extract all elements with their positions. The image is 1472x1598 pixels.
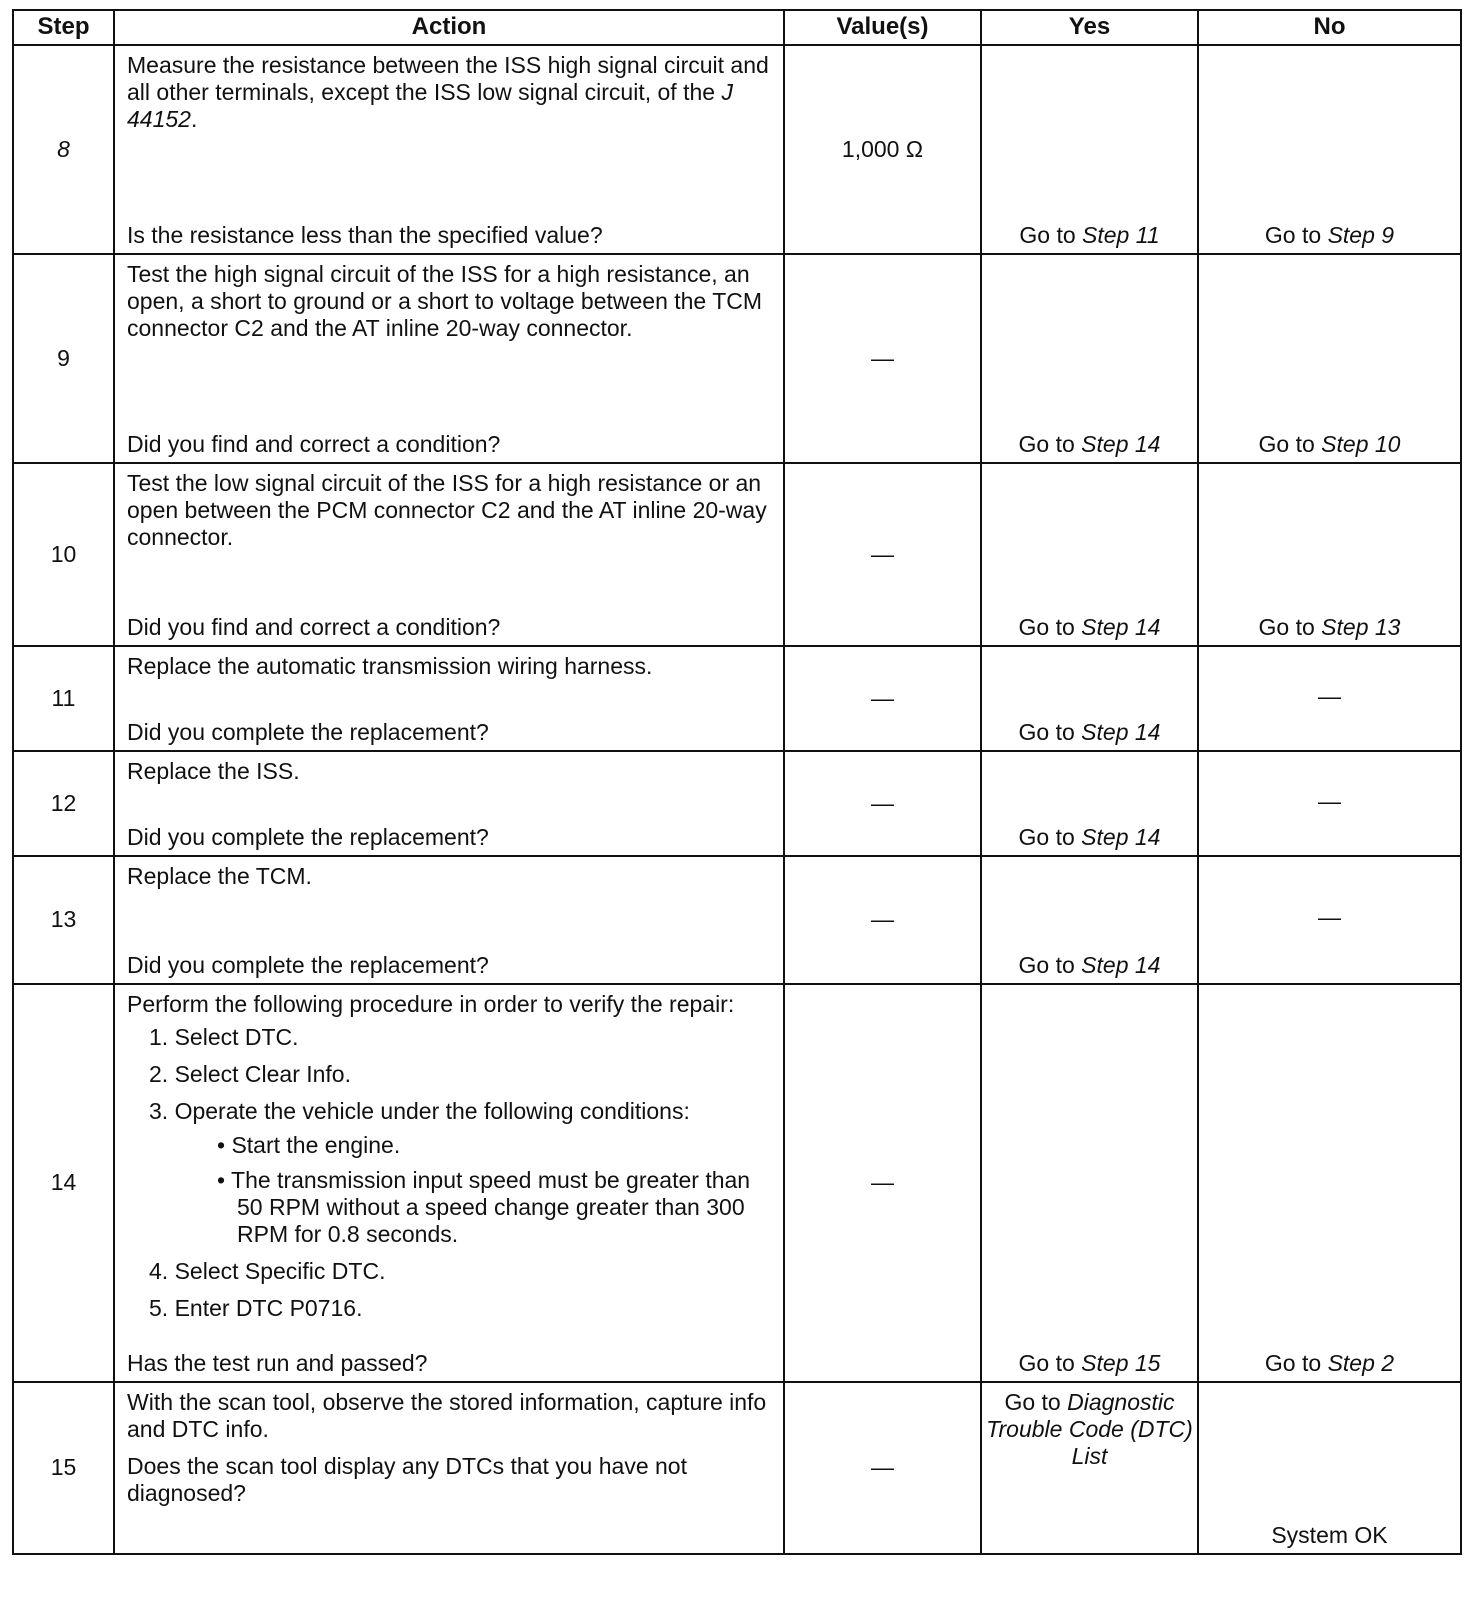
step-number: 11: [13, 646, 114, 751]
no-step-link[interactable]: Step 2: [1327, 1349, 1395, 1376]
no-cell: [1198, 45, 1461, 254]
action-cell: [114, 1382, 784, 1554]
value-cell: —: [784, 1382, 981, 1554]
step-number: 10: [13, 463, 114, 646]
condition-list: [149, 1132, 773, 1249]
no-prefix: Go to: [1264, 221, 1328, 248]
value-cell: —: [784, 646, 981, 751]
list-item: [149, 1098, 773, 1248]
action-text: With the scan tool, observe the stored information, capture info and DTC info.: [127, 1389, 767, 1443]
action-question: Did you complete the replacement?: [127, 718, 489, 745]
action-text: Replace the ISS.: [127, 758, 300, 784]
yes-prefix: Go to: [1019, 221, 1083, 248]
header-step: Step: [13, 10, 114, 45]
yes-dtc-list-link[interactable]: Diagnostic Trouble Code (DTC) List: [986, 1389, 1193, 1470]
yes-step-link[interactable]: Step 14: [1081, 613, 1161, 640]
no-cell: —: [1198, 751, 1461, 856]
step-number: 15: [13, 1382, 114, 1554]
action-cell: [114, 45, 784, 254]
value-cell: —: [784, 984, 981, 1382]
no-cell: [1198, 463, 1461, 646]
yes-cell: [981, 856, 1198, 984]
header-values: Value(s): [784, 10, 981, 45]
header-row: [13, 10, 1461, 45]
action-cell: [114, 254, 784, 463]
no-prefix: Go to: [1258, 613, 1322, 640]
no-cell: —: [1198, 646, 1461, 751]
yes-cell: [981, 45, 1198, 254]
yes-prefix: Go to: [1004, 1389, 1068, 1415]
table-row: [13, 984, 1461, 1382]
diagnostic-table: [12, 9, 1462, 1555]
tool-reference: J 44152: [127, 79, 733, 133]
action-text: Measure the resistance between the ISS high signal circuit and all other terminals, except the ISS low signal circuit, of the: [127, 52, 769, 106]
yes-step-link[interactable]: Step 14: [1081, 951, 1161, 978]
step-number: 8: [13, 45, 114, 254]
list-item: 1. Select DTC.: [149, 1024, 299, 1051]
yes-prefix: Go to: [1018, 1349, 1082, 1376]
action-question: Has the test run and passed?: [127, 1349, 428, 1376]
action-text: Test the high signal circuit of the ISS for a high resistance, an open, a short to ground or a short to voltage between the TCM connector C2 and the AT inline 20-way connector.: [127, 261, 763, 342]
no-prefix: Go to: [1264, 1349, 1328, 1376]
header-action: Action: [114, 10, 784, 45]
action-question: Does the scan tool display any DTCs that you have not diagnosed?: [127, 1453, 687, 1507]
table-row: [13, 751, 1461, 856]
no-prefix: Go to: [1258, 430, 1322, 457]
value-cell: —: [784, 463, 981, 646]
action-cell: [114, 984, 784, 1382]
no-step-link[interactable]: Step 13: [1321, 613, 1401, 640]
no-cell: [1198, 984, 1461, 1382]
yes-cell: [981, 254, 1198, 463]
table-row: [13, 45, 1461, 254]
action-text: Test the low signal circuit of the ISS for a high resistance or an open between the PCM connector C2 and the AT inline 20-way connector.: [127, 470, 767, 551]
header-no: No: [1198, 10, 1461, 45]
yes-step-link[interactable]: Step 14: [1081, 823, 1161, 850]
procedure-list: [127, 1024, 773, 1322]
list-item: 4. Select Specific DTC.: [149, 1258, 386, 1284]
value-cell: —: [784, 751, 981, 856]
no-cell: —: [1198, 856, 1461, 984]
yes-step-link[interactable]: Step 14: [1081, 430, 1161, 457]
action-cell: [114, 646, 784, 751]
action-question: Did you find and correct a condition?: [127, 430, 501, 457]
yes-prefix: Go to: [1018, 430, 1082, 457]
yes-cell: [981, 646, 1198, 751]
table-row: [13, 1382, 1461, 1554]
list-item-text: 3. Operate the vehicle under the following conditions:: [149, 1098, 690, 1125]
header-yes: Yes: [981, 10, 1198, 45]
value-cell: —: [784, 856, 981, 984]
list-item: 5. Enter DTC P0716.: [149, 1295, 363, 1322]
list-item: • The transmission input speed must be greater than 50 RPM without a speed change greater than 300 RPM for 0.8 seconds.: [217, 1166, 751, 1247]
no-cell: System OK: [1198, 1382, 1461, 1554]
action-question: Is the resistance less than the specified value?: [127, 221, 603, 248]
table-row: [13, 463, 1461, 646]
list-item: 2. Select Clear Info.: [149, 1061, 351, 1088]
action-text-end: .: [190, 106, 198, 133]
yes-step-link[interactable]: Step 14: [1081, 718, 1161, 745]
action-text: Perform the following procedure in order to verify the repair:: [127, 991, 735, 1017]
table-row: [13, 646, 1461, 751]
action-text: Replace the TCM.: [127, 863, 312, 889]
action-question: Did you find and correct a condition?: [127, 613, 501, 640]
value-cell: 1,000 Ω: [784, 45, 981, 254]
yes-prefix: Go to: [1018, 718, 1082, 745]
action-cell: [114, 751, 784, 856]
yes-prefix: Go to: [1018, 823, 1082, 850]
value-cell: —: [784, 254, 981, 463]
action-cell: [114, 856, 784, 984]
step-number: 13: [13, 856, 114, 984]
step-number: 12: [13, 751, 114, 856]
table-row: [13, 254, 1461, 463]
step-number: 9: [13, 254, 114, 463]
no-cell: [1198, 254, 1461, 463]
yes-prefix: Go to: [1018, 951, 1082, 978]
yes-step-link[interactable]: Step 15: [1081, 1349, 1161, 1376]
yes-cell: [981, 463, 1198, 646]
table-row: [13, 856, 1461, 984]
yes-cell: [981, 751, 1198, 856]
action-text: Replace the automatic transmission wiring harness.: [127, 653, 653, 679]
action-cell: [114, 463, 784, 646]
yes-step-link[interactable]: Step 11: [1082, 221, 1160, 248]
no-step-link[interactable]: Step 10: [1321, 430, 1401, 457]
step-number: 14: [13, 984, 114, 1382]
no-step-link[interactable]: Step 9: [1327, 221, 1395, 248]
yes-cell: [981, 1382, 1198, 1554]
yes-cell: [981, 984, 1198, 1382]
action-question: Did you complete the replacement?: [127, 951, 489, 978]
yes-prefix: Go to: [1018, 613, 1082, 640]
action-question: Did you complete the replacement?: [127, 823, 489, 850]
list-item: • Start the engine.: [217, 1131, 401, 1158]
